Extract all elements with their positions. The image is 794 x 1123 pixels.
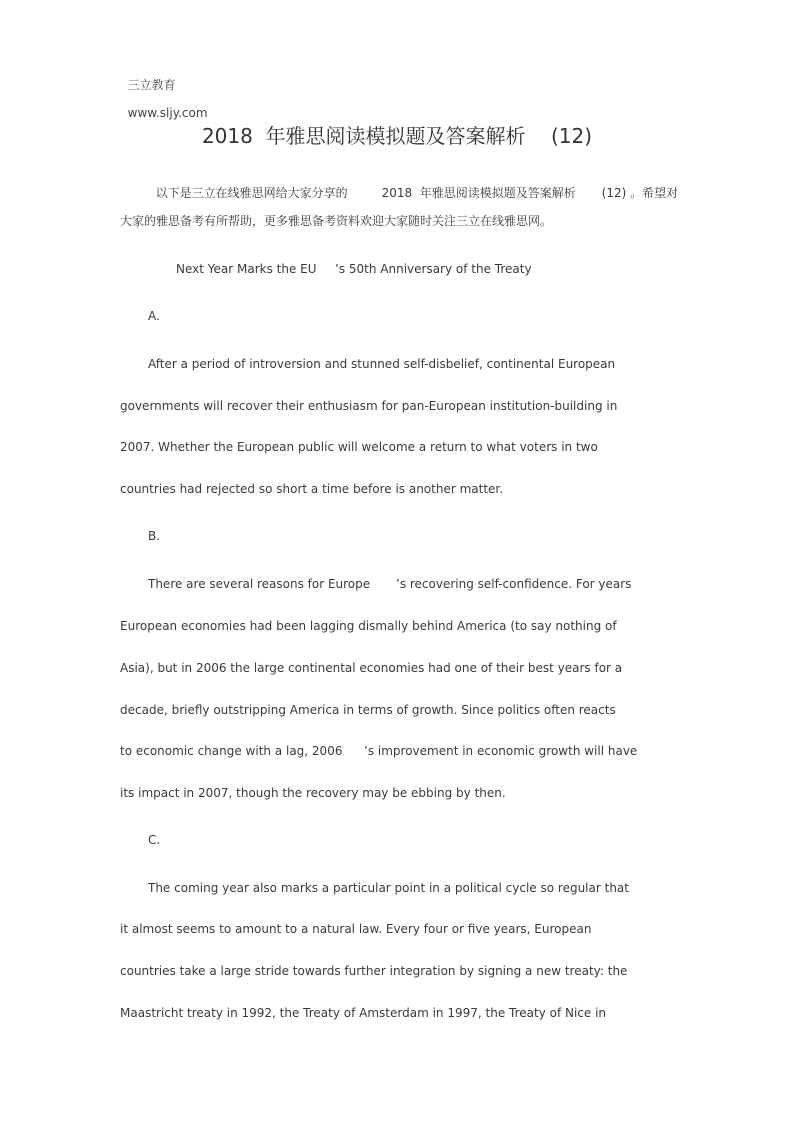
- section-b-line-5a: to economic change with a lag, 2006: [120, 744, 343, 758]
- section-b-line-1a: There are several reasons for Europe: [148, 577, 371, 591]
- intro-text-a: 以下是三立在线雅思网给大家分享的: [155, 186, 348, 200]
- section-label-b: B.: [148, 529, 161, 543]
- intro-text-c: (12) 。希望对: [601, 186, 679, 200]
- intro-line-2: 大家的雅思备考有所帮助，更多雅思备考资料欢迎大家随时关注三立在线雅思网。: [120, 214, 553, 228]
- section-c-line-4: Maastricht treaty in 1992, the Treaty of Amsterdam in 1997, the Treaty of Nice in: [120, 1006, 607, 1020]
- section-b-line-6: its impact in 2007, though the recovery may be ebbing by then.: [120, 786, 506, 800]
- section-b-line-5b: ’s improvement in economic growth will have: [364, 744, 638, 758]
- site-header: [120, 64, 208, 120]
- article-heading-b: ’s 50th Anniversary of the Treaty: [335, 262, 532, 276]
- section-a-line-3: 2007. Whether the European public will welcome a return to what voters in two: [120, 440, 598, 454]
- site-url[interactable]: www.sljy.com: [127, 106, 208, 120]
- section-c-line-1: The coming year also marks a particular point in a political cycle so regular that: [148, 881, 629, 895]
- section-b-line-1b: ’s recovering self-confidence. For years: [396, 577, 632, 591]
- intro-text-b: 2018 年雅思阅读模拟题及答案解析: [381, 186, 576, 200]
- section-c-line-2: it almost seems to amount to a natural law. Every four or five years, European: [120, 922, 592, 936]
- section-label-a: A.: [148, 309, 160, 323]
- article-heading-a: Next Year Marks the EU: [176, 262, 317, 276]
- section-a-line-2: governments will recover their enthusiasm for pan-European institution-building in: [120, 399, 618, 413]
- section-a-line-4: countries had rejected so short a time before is another matter.: [120, 482, 504, 496]
- site-name: 三立教育: [127, 78, 176, 92]
- section-b-line-3: Asia), but in 2006 the large continental economies had one of their best years for a: [120, 661, 623, 675]
- section-b-line-2: European economies had been lagging dismally behind America (to say nothing of: [120, 619, 617, 633]
- intro-line-1-b: [374, 172, 576, 200]
- page-title: 2018 年雅思阅读模拟题及答案解析 (12): [201, 124, 593, 148]
- section-c-line-3: countries take a large stride towards further integration by signing a new treaty: the: [120, 964, 628, 978]
- section-label-c: C.: [148, 833, 161, 847]
- section-a-line-1: After a period of introversion and stunned self-disbelief, continental European: [148, 357, 616, 371]
- intro-line-1: [148, 172, 348, 200]
- intro-line-1-c: [594, 172, 678, 200]
- section-b-line-4: decade, briefly outstripping America in terms of growth. Since politics often reacts: [120, 703, 616, 717]
